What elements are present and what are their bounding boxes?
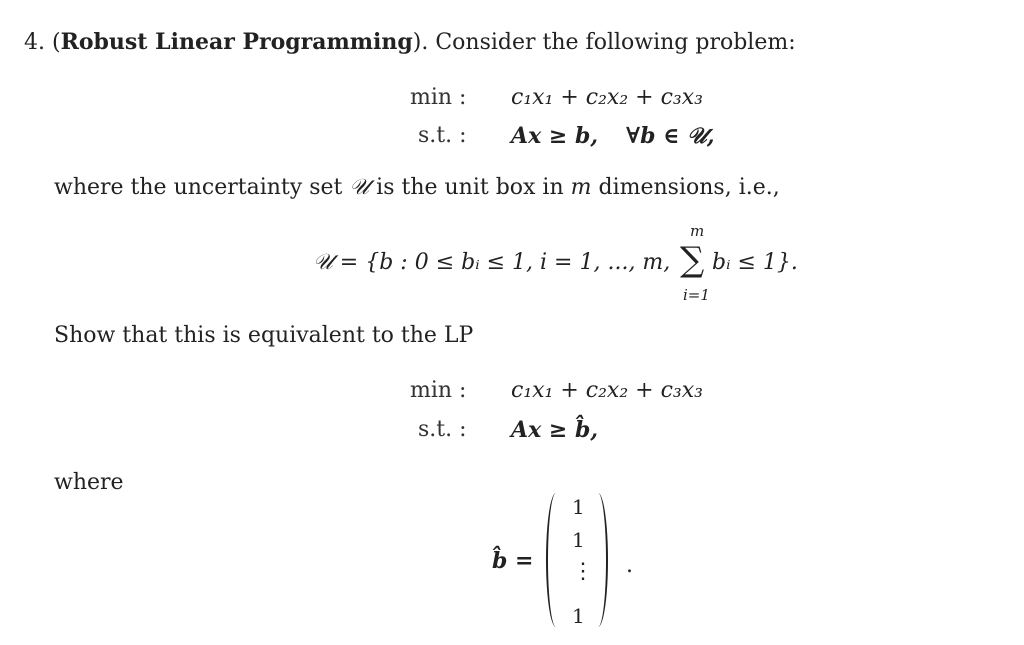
set-symbol: 𝒰 bbox=[349, 175, 370, 200]
vector-vertical-dots: ⋮ bbox=[572, 559, 594, 584]
lp-st-label: s.t. : bbox=[418, 417, 467, 442]
uncertainty-sentence bbox=[54, 175, 780, 200]
dimension-symbol: m bbox=[570, 175, 592, 200]
set-definition: 𝒰 = {b : 0 ≤ bᵢ ≤ 1, i = 1, ..., m, bbox=[313, 250, 671, 275]
constraint bbox=[511, 123, 715, 149]
vector-entry: 1 bbox=[572, 604, 585, 628]
min-label: min : bbox=[410, 85, 467, 110]
problem-heading: 4. (Robust Linear Programming). Consider the following problem: bbox=[24, 29, 796, 55]
vector-terminator: . bbox=[626, 553, 633, 578]
sentence-prefix: where the uncertainty set bbox=[54, 175, 343, 200]
where-label: where bbox=[54, 470, 124, 495]
problem-intro: ). Consider the following problem: bbox=[412, 30, 796, 55]
problem-number: 4. bbox=[24, 30, 45, 55]
bhat-lhs: b̂ = bbox=[492, 548, 534, 574]
summation-symbol: ∑ bbox=[680, 240, 705, 280]
vector-entry: 1 bbox=[572, 528, 585, 552]
equivalence-sentence: Show that this is equivalent to the LP bbox=[54, 323, 474, 348]
sum-upper-limit: m bbox=[690, 222, 705, 240]
quantifier: ∀b ∈ 𝒰, bbox=[625, 123, 715, 149]
vector-entry: 1 bbox=[572, 495, 585, 519]
left-parenthesis bbox=[546, 493, 566, 627]
lp-objective-function: c₁x₁ + c₂x₂ + c₃x₃ bbox=[511, 378, 703, 403]
sum-lower-limit: i=1 bbox=[683, 286, 710, 304]
right-parenthesis bbox=[588, 493, 608, 627]
st-label: s.t. : bbox=[418, 123, 467, 148]
lp-min-label: min : bbox=[410, 378, 467, 403]
objective-function: c₁x₁ + c₂x₂ + c₃x₃ bbox=[511, 85, 703, 110]
problem-title: Robust Linear Programming bbox=[60, 29, 413, 55]
set-definition-tail: bᵢ ≤ 1}. bbox=[712, 250, 798, 275]
sentence-middle: is the unit box in bbox=[376, 175, 564, 200]
constraint-expression: Ax ≥ b, bbox=[511, 123, 598, 149]
sentence-suffix: dimensions, i.e., bbox=[598, 175, 780, 200]
lp-constraint: Ax ≥ b̂, bbox=[511, 417, 598, 443]
